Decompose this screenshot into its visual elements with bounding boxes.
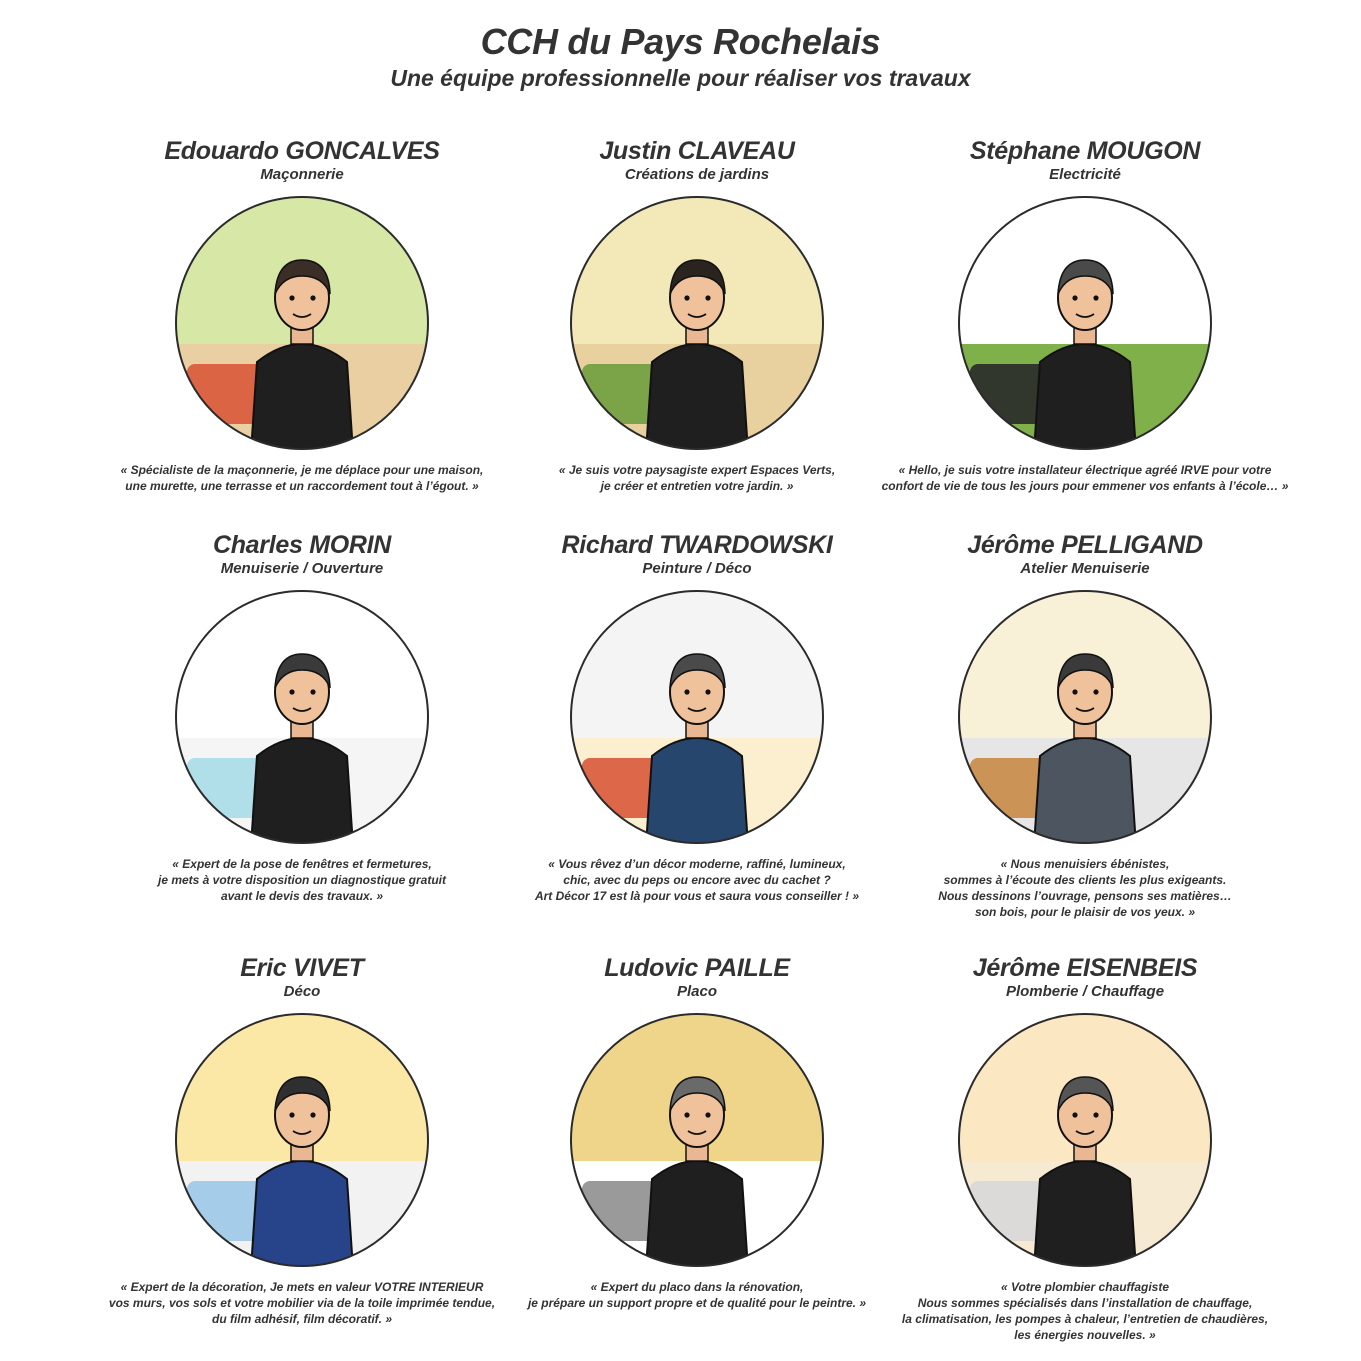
member-quote (865, 1279, 1305, 1343)
quote-line: chic, avec du peps ou encore avec du cachet ? (563, 873, 831, 887)
quote-line: je créer et entretien votre jardin. » (600, 479, 794, 493)
portrait-illustration (956, 588, 1214, 846)
team-member-card (477, 953, 917, 1311)
member-name: Stéphane MOUGON (969, 137, 1201, 165)
portrait-illustration (173, 1011, 431, 1269)
quote-line: Nous sommes spécialisés dans l’installation de chauffage, (917, 1296, 1253, 1310)
member-name: Jérôme PELLIGAND (967, 531, 1203, 559)
quote-line: « Hello, je suis votre installateur électrique agréé IRVE pour votre (898, 463, 1272, 477)
portrait-illustration (173, 194, 431, 452)
quote-line: « Expert de la pose de fenêtres et fermetures, (172, 857, 432, 871)
quote-line: je prépare un support propre et de qualité pour le peintre. » (527, 1296, 867, 1310)
quote-line: « Expert du placo dans la rénovation, (590, 1280, 804, 1294)
member-quote (82, 1279, 522, 1327)
member-name: Edouardo GONCALVES (164, 137, 440, 165)
member-trade: Maçonnerie (260, 166, 344, 183)
member-quote (82, 856, 522, 904)
member-name: Eric VIVET (240, 954, 364, 982)
team-member-card (865, 953, 1305, 1343)
team-member-card (865, 136, 1305, 494)
quote-line: « Expert de la décoration, Je mets en valeur VOTRE INTERIEUR (120, 1280, 484, 1294)
member-trade: Créations de jardins (624, 166, 770, 183)
quote-line: « Nous menuisiers ébénistes, (1000, 857, 1170, 871)
portrait-illustration (568, 194, 826, 452)
portrait-illustration (956, 194, 1214, 452)
quote-line: une murette, une terrasse et un raccordement tout à l’égout. » (125, 479, 479, 493)
team-member-card (82, 953, 522, 1327)
quote-line: « Vous rêvez d’un décor moderne, raffiné, lumineux, (548, 857, 846, 871)
team-member-card (82, 530, 522, 904)
page-header (0, 18, 1361, 92)
member-quote (477, 856, 917, 904)
quote-line: « Je suis votre paysagiste expert Espaces Verts, (558, 463, 836, 477)
quote-line: Nous dessinons l’ouvrage, pensons ses matières… (938, 889, 1232, 903)
portrait-illustration (956, 1011, 1214, 1269)
member-name: Justin CLAVEAU (599, 137, 795, 165)
member-quote (477, 462, 917, 494)
team-member-card (82, 136, 522, 494)
team-member-card (477, 530, 917, 904)
quote-line: du film adhésif, film décoratif. » (211, 1312, 393, 1326)
member-trade: Menuiserie / Ouverture (220, 560, 384, 577)
team-member-card (865, 530, 1305, 920)
member-quote (477, 1279, 917, 1311)
member-trade: Plomberie / Chauffage (1005, 983, 1165, 1000)
page-title: CCH du Pays Rochelais (480, 21, 881, 62)
portrait-illustration (568, 588, 826, 846)
member-trade: Déco (283, 983, 321, 1000)
quote-line: sommes à l’écoute des clients les plus exigeants. (943, 873, 1227, 887)
member-name: Ludovic PAILLE (604, 954, 790, 982)
quote-line: « Spécialiste de la maçonnerie, je me déplace pour une maison, (120, 463, 484, 477)
team-member-card (477, 136, 917, 494)
quote-line: je mets à votre disposition un diagnostique gratuit (157, 873, 447, 887)
portrait-illustration (568, 1011, 826, 1269)
member-trade: Electricité (1049, 166, 1121, 183)
member-name: Jérôme EISENBEIS (972, 954, 1198, 982)
quote-line: avant le devis des travaux. » (220, 889, 384, 903)
member-trade: Peinture / Déco (642, 560, 752, 577)
member-name: Charles MORIN (212, 531, 392, 559)
member-trade: Atelier Menuiserie (1020, 560, 1150, 577)
quote-line: les énergies nouvelles. » (1014, 1328, 1156, 1342)
quote-line: confort de vie de tous les jours pour emmener vos enfants à l’école… » (881, 479, 1289, 493)
quote-line: « Votre plombier chauffagiste (1000, 1280, 1170, 1294)
portrait-illustration (173, 588, 431, 846)
quote-line: vos murs, vos sols et votre mobilier via de la toile imprimée tendue, (108, 1296, 496, 1310)
member-quote (865, 856, 1305, 920)
quote-line: son bois, pour le plaisir de vos yeux. » (974, 905, 1196, 919)
quote-line: la climatisation, les pompes à chaleur, l’entretien de chaudières, (901, 1312, 1269, 1326)
member-trade: Placo (676, 983, 718, 1000)
quote-line: Art Décor 17 est là pour vous et saura vous conseiller ! » (534, 889, 860, 903)
member-quote (865, 462, 1305, 494)
page-subtitle: Une équipe professionnelle pour réaliser vos travaux (390, 65, 971, 91)
member-name: Richard TWARDOWSKI (561, 531, 833, 559)
member-quote (82, 462, 522, 494)
